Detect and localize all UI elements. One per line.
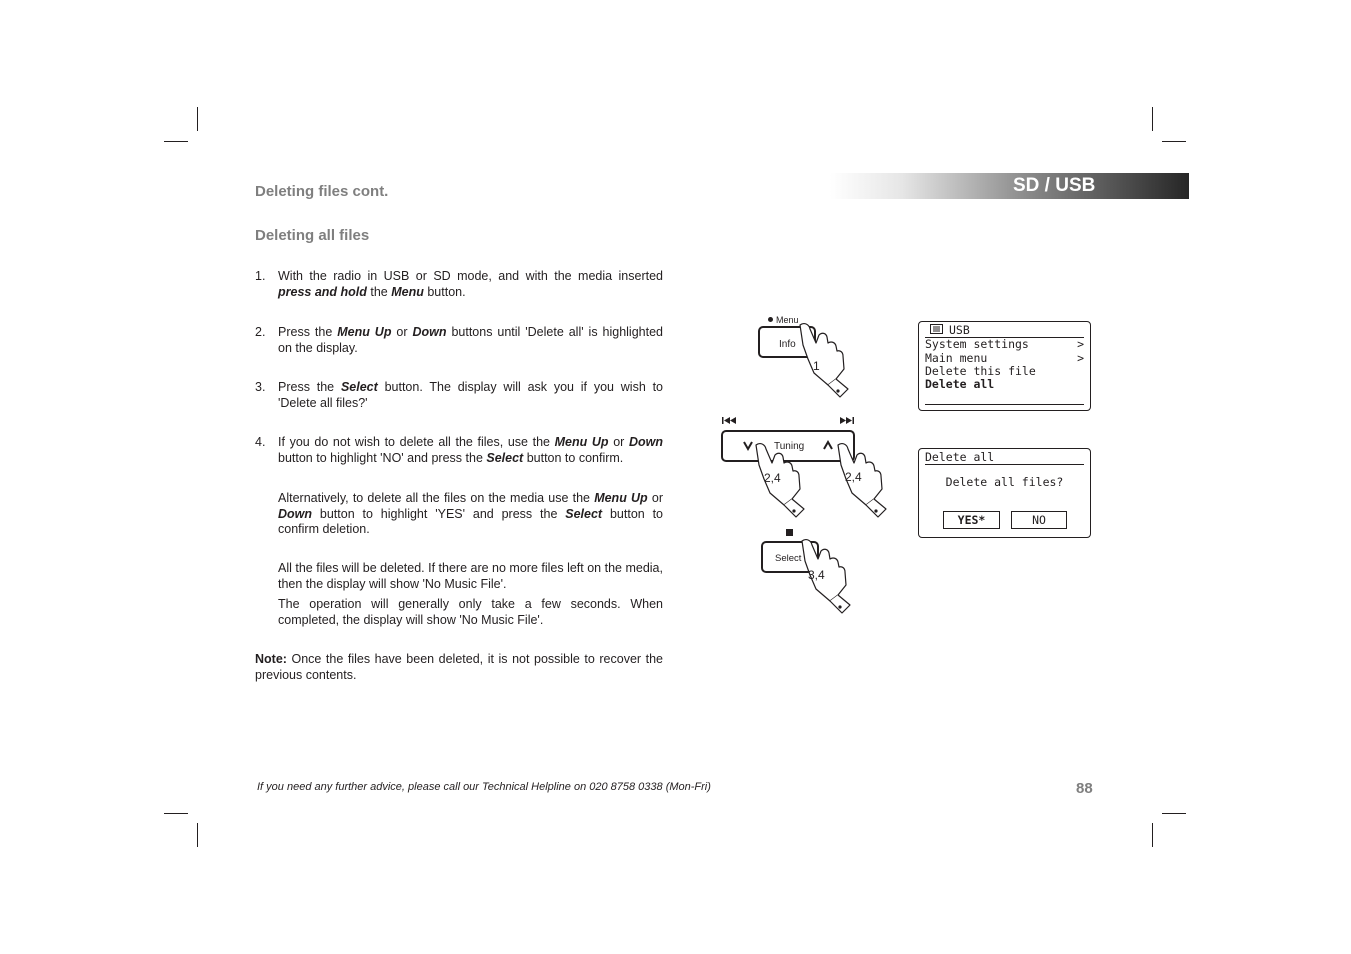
tuning-label: Tuning — [774, 441, 805, 452]
step-text — [278, 269, 663, 300]
body-text: All the files will be deleted. If there are no more files left on the media, then the display will show 'No Music File'. — [278, 561, 663, 591]
body-text: the — [366, 284, 392, 299]
body-text: or — [608, 435, 629, 449]
lcd-menu-item-label: Delete this file — [925, 364, 1036, 378]
paragraph-all-deleted — [278, 561, 663, 592]
callout-3-4: 3,4 — [808, 568, 825, 582]
step-number: 4. — [255, 435, 266, 449]
emphasis-text: Down — [278, 506, 313, 521]
lcd-no-label: NO — [1032, 513, 1046, 527]
heading-cont: Deleting files cont. — [255, 183, 389, 200]
body-text: Alternatively, to delete all the files on the media use the — [278, 491, 595, 505]
body-text: button. The display will ask you if you wish to 'Delete all files?' — [278, 380, 664, 410]
emphasis-text: Select — [486, 450, 524, 465]
body-text: button. — [423, 284, 466, 299]
body-text: Press the — [278, 380, 341, 394]
crop-mark — [1162, 813, 1186, 814]
lcd-menu-item-label: System settings — [925, 337, 1029, 351]
lcd-yes-label: YES — [957, 513, 979, 527]
menu-label: Menu — [776, 315, 799, 325]
emphasis-text: Menu Up — [594, 491, 648, 505]
emphasis-text: Down — [628, 435, 663, 449]
crop-mark — [197, 107, 198, 131]
crop-mark — [164, 813, 188, 814]
callout-1: 1 — [813, 359, 820, 373]
lcd-usb-menu — [918, 321, 1091, 411]
note-label: Note: — [255, 652, 287, 666]
emphasis-text: Down — [412, 325, 447, 339]
step-text — [278, 325, 663, 356]
lcd-title: Delete all — [925, 450, 995, 464]
step-item — [255, 435, 663, 466]
crop-mark — [1152, 107, 1153, 131]
lcd-divider — [925, 404, 1084, 405]
emphasis-text: Select — [340, 380, 378, 394]
crop-mark — [164, 141, 188, 142]
lcd-title: USB — [949, 323, 970, 337]
skip-back-icon — [722, 417, 736, 424]
paragraph-operation — [278, 597, 663, 628]
select-label: Select — [775, 553, 802, 564]
lcd-menu-item — [925, 364, 1084, 378]
lcd-question: Delete all files? — [945, 475, 1064, 489]
body-text: button to confirm. — [523, 450, 624, 465]
note-text: Once the files have been deleted, it is not possible to recover the previous contents. — [255, 652, 663, 682]
lcd-menu-item-label: Main menu — [925, 351, 988, 365]
stop-icon — [786, 529, 793, 536]
body-text: or — [391, 325, 413, 339]
callout-2-4-right: 2,4 — [845, 470, 862, 484]
page-number: 88 — [1076, 780, 1093, 797]
step-item — [255, 269, 663, 300]
body-text: buttons until 'Delete all' is highlighted on the display. — [278, 325, 663, 355]
menu-list-icon — [930, 324, 944, 335]
chevron-right-icon: > — [1077, 351, 1084, 365]
skip-forward-icon — [840, 417, 854, 424]
emphasis-text: Menu Up — [337, 325, 392, 339]
emphasis-text: Menu — [391, 284, 424, 299]
step-item — [255, 325, 663, 356]
lcd-yes-option — [943, 511, 1000, 529]
footer-helpline: If you need any further advice, please call our Technical Helpline on 020 8758 0338 (Mon-Fri) — [257, 781, 711, 793]
section-banner-title: SD / USB — [1013, 175, 1096, 196]
lcd-no-option — [1011, 511, 1067, 529]
body-text: The operation will generally only take a few seconds. When completed, the display will show 'No Music File'. — [278, 597, 663, 627]
heading-sub: Deleting all files — [255, 227, 370, 244]
step-number: 3. — [255, 380, 266, 394]
body-text: Press the — [278, 325, 338, 339]
body-text: With the radio in USB or SD mode, and with the media inserted — [278, 269, 663, 283]
step-item — [255, 380, 663, 411]
pointing-hand-icon — [800, 324, 848, 397]
crop-mark — [197, 823, 198, 847]
section-banner — [830, 173, 1189, 199]
emphasis-text: Select — [565, 506, 603, 521]
lcd-divider — [925, 464, 1084, 465]
info-label: Info — [779, 339, 796, 350]
crop-mark — [1152, 823, 1153, 847]
lcd-menu-item-label: Delete all — [925, 377, 995, 391]
step-number: 1. — [255, 269, 266, 283]
step-text — [278, 380, 663, 411]
asterisk-icon: * — [978, 513, 986, 527]
menu-dot-icon — [768, 317, 773, 322]
emphasis-text: press and hold — [278, 284, 367, 299]
emphasis-text: Menu Up — [554, 435, 609, 449]
body-text: If you do not wish to delete all the files, use the — [278, 435, 555, 449]
body-text: or — [647, 491, 663, 505]
body-text: button to confirm deletion. — [278, 506, 664, 536]
chevron-right-icon: > — [1077, 337, 1084, 351]
step-number: 2. — [255, 325, 266, 339]
step-text — [278, 435, 663, 466]
body-text: button to highlight 'YES' and press the — [312, 506, 566, 521]
lcd-menu-item — [925, 337, 1084, 351]
note-paragraph — [255, 652, 663, 683]
paragraph-alternative — [278, 491, 663, 538]
button-diagram — [700, 305, 900, 615]
lcd-delete-confirm — [918, 448, 1091, 538]
lcd-menu-item-highlighted — [925, 377, 1084, 391]
crop-mark — [1162, 141, 1186, 142]
body-text: button to highlight 'NO' and press the — [278, 450, 487, 465]
lcd-menu-item — [925, 351, 1084, 365]
callout-2-4-left: 2,4 — [764, 471, 781, 485]
